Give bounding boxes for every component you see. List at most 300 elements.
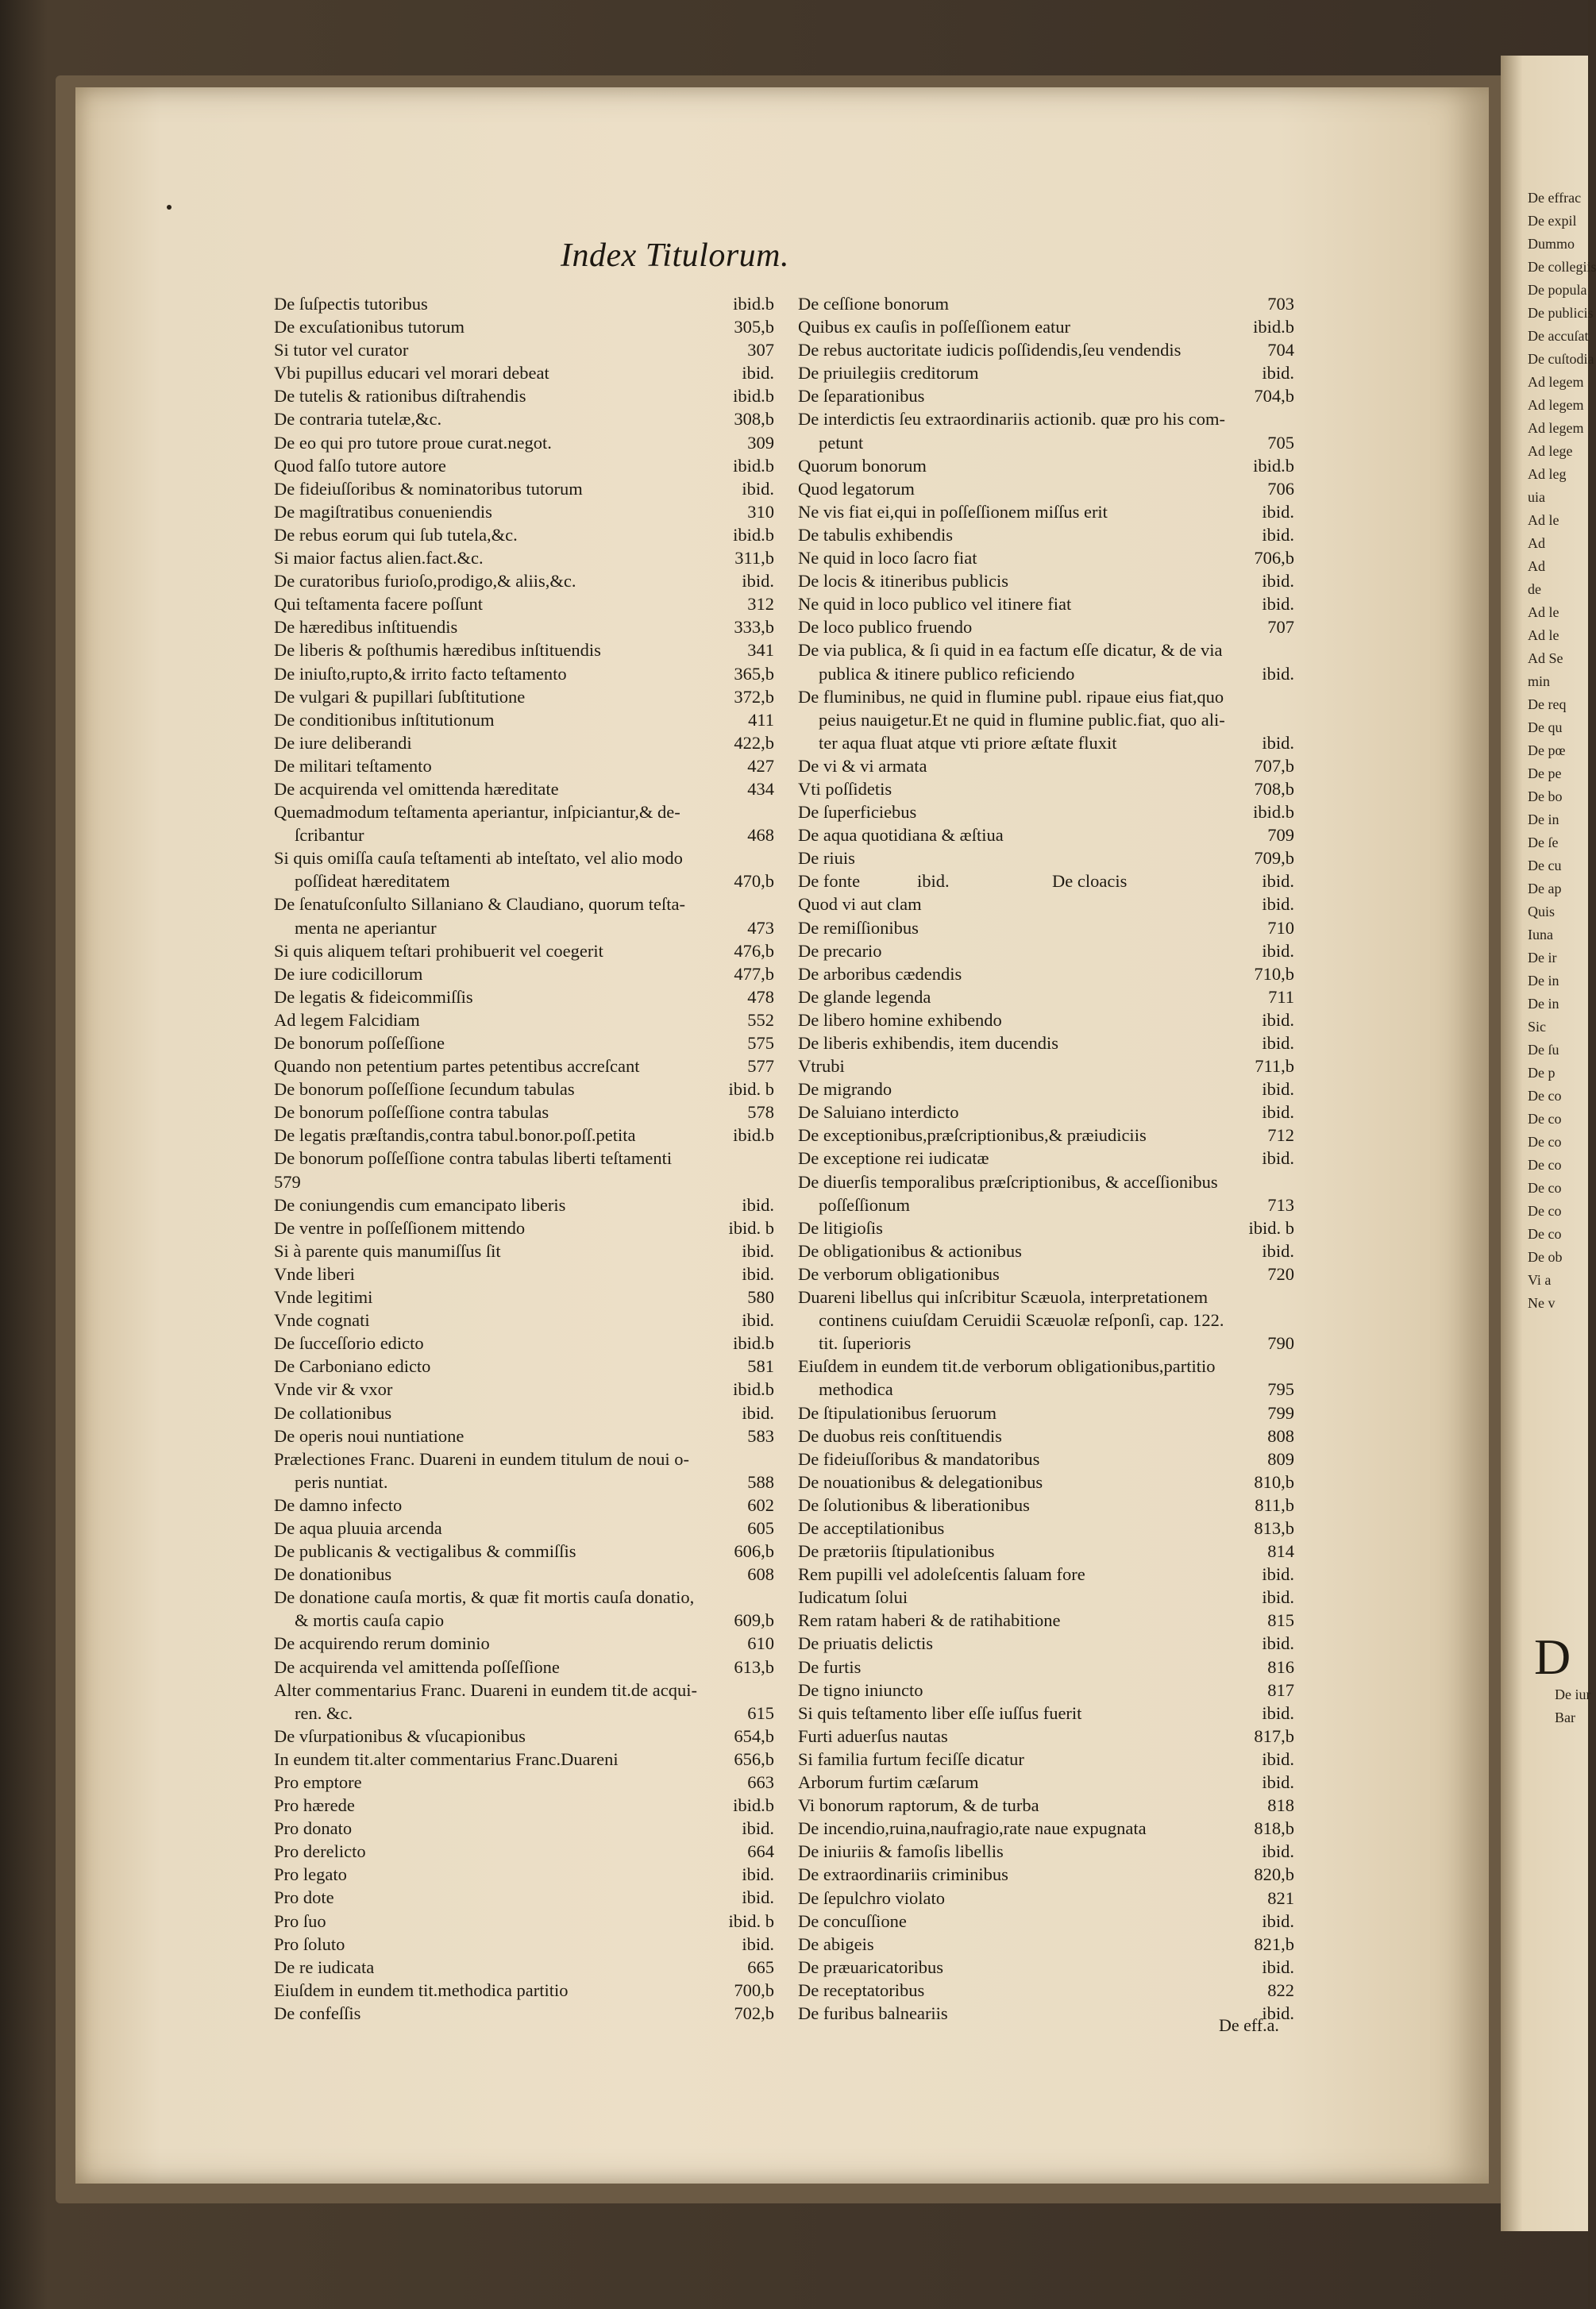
entry-title: De prætoriis ſtipulationibus (798, 1541, 995, 1562)
index-entry (798, 1424, 1294, 1447)
entry-page-ref: 470,b (734, 871, 774, 892)
entry-title: Pro legato (274, 1864, 347, 1885)
entry-page-ref: 706 (1267, 478, 1294, 499)
entry-page-ref: 308,b (734, 409, 774, 430)
index-entry (274, 1863, 774, 1886)
entry-page-ref: 610 (747, 1633, 774, 1654)
facing-line: De co (1528, 1226, 1562, 1242)
entry-page-ref: ibid. (1262, 524, 1294, 545)
entry-page-ref: 709 (1267, 825, 1294, 846)
entry-page-ref: ibid. (742, 1933, 774, 1954)
entry-title: De aqua quotidiana & æſtiua (798, 825, 1004, 846)
index-entry (274, 800, 774, 846)
entry-title: Pro hærede (274, 1795, 355, 1816)
entry-title: De vulgari & pupillari ſubſtitutione (274, 686, 526, 707)
index-entry (798, 1887, 1294, 1910)
entry-title: Quod vi aut clam (798, 894, 922, 915)
index-entry (798, 685, 1294, 754)
entry-title: Vbi pupillus educari vel morari debeat (274, 363, 549, 384)
entry-title: De locis & itineribus publicis (798, 571, 1008, 592)
index-entry (274, 777, 774, 800)
entry-title: De glande legenda (798, 986, 931, 1007)
entry-page-ref: 821,b (1254, 1933, 1294, 1954)
ink-speck (167, 205, 172, 210)
index-entry (274, 1725, 774, 1748)
index-entry (274, 1378, 774, 1401)
entry-title: De præuaricatoribus (798, 1956, 944, 1977)
entry-page-ref: 702,b (734, 2003, 774, 2023)
index-entry (798, 615, 1294, 638)
index-entry (274, 1031, 774, 1054)
facing-line: De bo (1528, 788, 1563, 804)
entry-title: De excuſationibus tutorum (274, 317, 465, 337)
index-entry (798, 1494, 1294, 1517)
entry-title: De receptatoribus (798, 1979, 925, 2000)
entry-page-ref: 602 (747, 1494, 774, 1515)
facing-line: De in (1528, 996, 1559, 1012)
facing-line: De publicis (1528, 305, 1594, 321)
index-entry (274, 1124, 774, 1147)
index-entry (274, 1748, 774, 1771)
index-entry (274, 708, 774, 731)
entry-page-ref: 810,b (1254, 1471, 1294, 1492)
index-entry (798, 407, 1294, 453)
entry-page-ref: ibid. b (728, 1217, 774, 1238)
entry-title: Pro ſuo (274, 1910, 326, 1931)
entry-title: De contraria tutelæ,&c. (274, 409, 442, 430)
entry-page-ref: 814 (1267, 1541, 1294, 1562)
index-entry (274, 1447, 774, 1494)
entry-title: In eundem tit.alter commentarius Franc.Duareni (274, 1748, 619, 1769)
facing-line: Quis (1528, 904, 1556, 919)
index-entry (274, 1817, 774, 1840)
index-entry (274, 1239, 774, 1262)
facing-line: De cu (1528, 858, 1562, 873)
index-entry (274, 1216, 774, 1239)
entry-title: De legatis & fideicommiſſis (274, 986, 473, 1007)
index-entry (274, 1401, 774, 1424)
facing-page-fragment (1501, 56, 1596, 2231)
entry-title: De damno infecto (274, 1494, 403, 1515)
index-entry (274, 1794, 774, 1817)
entry-title-continuation: tit. ſuperioris (819, 1333, 912, 1354)
entry-page-ref: 605 (747, 1517, 774, 1538)
index-entry (274, 731, 774, 754)
entry-page-ref: 613,b (734, 1656, 774, 1677)
index-entry (274, 1840, 774, 1863)
entry-title: Si quis teſtamento liber eſſe iuſſus fuerit (798, 1702, 1082, 1723)
page-title: Index Titulorum. (561, 237, 789, 274)
entry-title: De priuilegiis creditorum (798, 363, 979, 384)
facing-line: Ad le (1528, 627, 1559, 643)
entry-page-ref: ibid. (1262, 2003, 1294, 2023)
entry-page-ref: 427 (747, 755, 774, 776)
index-entry (798, 939, 1294, 962)
facing-line: De p (1528, 1065, 1556, 1081)
entry-page-ref: ibid. (742, 1818, 774, 1839)
facing-line: Ad le (1528, 512, 1559, 528)
entry-title: De acceptilationibus (798, 1518, 945, 1538)
entry-page-ref: ibid. (1262, 894, 1294, 915)
index-entry (274, 407, 774, 430)
entry-page-ref: ibid.b (733, 1379, 774, 1400)
facing-line: De co (1528, 1134, 1562, 1150)
entry-title: De curatoribus furioſo,prodigo,& aliis,&c. (274, 571, 576, 592)
entry-title-continuation: menta ne aperiantur (295, 917, 437, 938)
facing-line: De ſu (1528, 1042, 1559, 1058)
entry-page-ref: ibid. (1262, 663, 1294, 684)
entry-title: De remiſſionibus (798, 917, 919, 938)
entry-title: De loco publico fruendo (798, 617, 973, 638)
facing-line: Ad legem (1528, 420, 1584, 436)
entry-title: Iudicatum ſolui (798, 1587, 908, 1608)
index-entry (274, 1309, 774, 1332)
entry-page-ref: ibid. (1262, 1772, 1294, 1793)
index-entry (798, 1632, 1294, 1655)
entry-page-ref: 799 (1267, 1402, 1294, 1423)
entry-page-ref: 578 (747, 1102, 774, 1123)
entry-page-ref: ibid.b (1253, 802, 1294, 823)
index-entry (798, 592, 1294, 615)
index-entry (798, 1794, 1294, 1817)
index-entry (798, 962, 1294, 985)
entry-title: Quod legatorum (798, 478, 915, 499)
entry-page-ref: 795 (1267, 1379, 1294, 1400)
index-entry (274, 1077, 774, 1101)
index-entry (274, 985, 774, 1008)
facing-line: Bar (1555, 1710, 1575, 1725)
entry-title: De re iudicata (274, 1956, 375, 1977)
entry-title: Si tutor vel curator (274, 340, 409, 360)
entry-page-ref: ibid.b (733, 294, 774, 314)
index-entry (798, 1817, 1294, 1840)
entry-page-ref: 588 (747, 1471, 774, 1492)
entry-title: De exceptione rei iudicatæ (798, 1148, 989, 1169)
index-entry (798, 1725, 1294, 1748)
entry-title: Quibus ex cauſis in poſſeſſionem eatur (798, 317, 1071, 337)
index-entry (798, 1840, 1294, 1863)
entry-title: Si quis omiſſa cauſa teſtamenti ab inteſtato, vel alio modo (274, 848, 683, 869)
entry-page-ref: ibid. (1262, 1564, 1294, 1585)
entry-page-ref: 820,b (1254, 1864, 1294, 1885)
entry-page-ref: 704 (1267, 340, 1294, 360)
facing-line: De co (1528, 1180, 1562, 1196)
entry-page-ref: ibid. (1262, 594, 1294, 615)
index-entry (798, 1239, 1294, 1262)
index-entry (274, 1494, 774, 1517)
index-entry (274, 292, 774, 315)
index-entry (798, 869, 1294, 892)
index-entry (798, 361, 1294, 384)
entry-page-ref: 333,b (734, 617, 774, 638)
facing-line: De req (1528, 696, 1567, 712)
entry-title: De arboribus cædendis (798, 963, 962, 984)
index-entry (798, 800, 1294, 823)
entry-title: De libero homine exhibendo (798, 1009, 1002, 1030)
entry-title: Pro derelicto (274, 1841, 366, 1862)
index-entry (798, 1147, 1294, 1170)
entry-page-ref: 710,b (1254, 963, 1294, 984)
entry-title: De iniuſto,rupto,& irrito facto teſtamento (274, 663, 567, 684)
entry-page-ref: 365,b (734, 663, 774, 684)
entry-page-ref: ibid. b (728, 1910, 774, 1931)
entry-title: De coniungendis cum emancipato liberis (274, 1194, 566, 1215)
entry-title: Vi bonorum raptorum, & de turba (798, 1795, 1039, 1816)
index-entry (274, 1355, 774, 1378)
facing-line: De co (1528, 1203, 1562, 1219)
entry-page-ref: ibid. (1262, 1009, 1294, 1030)
entry-title: Rem ratam haberi & de ratihabitione (798, 1610, 1061, 1631)
index-entry (798, 569, 1294, 592)
entry-title: De furtis (798, 1656, 862, 1677)
facing-line: Ne v (1528, 1295, 1556, 1311)
facing-line: Ad lege (1528, 443, 1573, 459)
entry-title: De incendio,ruina,naufragio,rate naue expugnata (798, 1818, 1147, 1839)
entry-page-ref: ibid. (1262, 1079, 1294, 1100)
index-entry (798, 1979, 1294, 2002)
entry-title: De via publica, & ſi quid in ea factum eſſe dicatur, & de via (798, 640, 1223, 661)
entry-title: De acquirenda vel amittenda poſſeſſione (274, 1656, 560, 1677)
entry-page-ref: 711 (1268, 986, 1294, 1007)
index-entry (274, 315, 774, 338)
index-entry (274, 962, 774, 985)
index-entry (798, 1863, 1294, 1886)
index-entry (274, 1956, 774, 1979)
facing-page-initial: D (1534, 1629, 1571, 1685)
index-entry (798, 846, 1294, 869)
index-entry (274, 500, 774, 523)
index-entry (274, 1540, 774, 1563)
index-entry (798, 338, 1294, 361)
entry-page-ref: 713 (1267, 1194, 1294, 1215)
index-entry (274, 754, 774, 777)
entry-title: De tabulis exhibendis (798, 524, 953, 545)
entry-title: De tutelis & rationibus diſtrahendis (274, 386, 526, 407)
index-entry (274, 431, 774, 454)
entry-title: De ceſſione bonorum (798, 294, 949, 314)
entry-title: De collationibus (274, 1402, 392, 1423)
entry-page-ref: 710 (1267, 917, 1294, 938)
entry-page-ref: ibid. b (1248, 1217, 1294, 1238)
entry-page-ref: 581 (747, 1356, 774, 1377)
entry-page-ref: 478 (747, 986, 774, 1007)
entry-title: De fluminibus, ne quid in flumine publ. ripaue eius fiat,quo (798, 686, 1224, 707)
entry-page-ref: 811,b (1255, 1494, 1294, 1515)
index-entry (274, 662, 774, 685)
entry-title: De Carboniano edicto (274, 1356, 431, 1377)
entry-title: De rebus auctoritate iudicis poſſidendis,ſeu vendendis (798, 340, 1182, 360)
entry-title: De iure deliberandi (274, 732, 412, 753)
entry-page-ref: 818 (1267, 1795, 1294, 1816)
facing-line: De ap (1528, 881, 1562, 896)
index-entry (274, 523, 774, 546)
entry-page-ref: 577 (747, 1056, 774, 1077)
entry-title-continuation: poſſideat hæreditatem (295, 871, 450, 892)
facing-line: De pœ (1528, 742, 1566, 758)
entry-page-ref: ibid. (1262, 871, 1294, 892)
entry-page-ref: ibid.b (733, 524, 774, 545)
entry-title: De ſtipulationibus ſeruorum (798, 1402, 997, 1423)
index-entry (798, 1401, 1294, 1424)
facing-line: De in (1528, 973, 1559, 989)
facing-line: De ob (1528, 1249, 1563, 1265)
entry-page-ref: 476,b (734, 940, 774, 961)
entry-title: Alter commentarius Franc. Duareni in eundem tit.de acqui- (274, 1679, 697, 1700)
entry-title: De tigno iniuncto (798, 1679, 923, 1700)
entry-page-ref: 656,b (734, 1748, 774, 1769)
entry-inline-title: De cloacis (1052, 871, 1128, 892)
entry-title: De liberis & poſthumis hæredibus inſtituendis (274, 640, 601, 661)
facing-page-lines (1501, 187, 1596, 1315)
index-entry (274, 846, 774, 892)
index-entry (798, 1771, 1294, 1794)
entry-title: De iure codicillorum (274, 963, 423, 984)
entry-page-ref: ibid. (1262, 732, 1294, 753)
index-entry (798, 1077, 1294, 1101)
index-entry (798, 777, 1294, 800)
entry-title: De donationibus (274, 1564, 392, 1585)
entry-page-ref: 583 (747, 1425, 774, 1446)
entry-page-ref: ibid.b (733, 1125, 774, 1146)
index-entry (274, 1286, 774, 1309)
entry-title: Si quis aliquem teſtari prohibuerit vel coegerit (274, 940, 603, 961)
entry-page-ref: 816 (1267, 1656, 1294, 1677)
entry-title: Vnde vir & vxor (274, 1379, 393, 1400)
entry-page-ref: ibid. (1262, 363, 1294, 384)
entry-page-ref: ibid. (742, 1240, 774, 1261)
facing-line: Dummo (1528, 236, 1575, 252)
facing-line: De iur (1555, 1686, 1591, 1702)
facing-line: Ad legem (1528, 397, 1584, 413)
entry-title: Furti aduerſus nautas (798, 1725, 948, 1746)
entry-title: Eiuſdem in eundem tit.de verborum obligationibus,partitio (798, 1356, 1216, 1377)
entry-title: De migrando (798, 1079, 892, 1100)
index-entry (274, 685, 774, 708)
entry-page-ref: 311,b (734, 548, 774, 569)
entry-title: De fideiuſſoribus & mandatoribus (798, 1448, 1040, 1469)
facing-line: Sic (1528, 1019, 1547, 1035)
entry-title: Quemadmodum teſtamenta aperiantur, inſpiciantur,& de- (274, 802, 680, 823)
entry-page-ref: 709,b (1254, 848, 1294, 869)
index-entry (274, 1147, 774, 1193)
entry-title: De precario (798, 940, 882, 961)
entry-title: De ſepulchro violato (798, 1887, 945, 1908)
entry-title-continuation: continens cuiuſdam Ceruidii Scæuolæ reſponſi, cap. 122. (819, 1310, 1224, 1331)
entry-page-ref: ibid.b (733, 1333, 774, 1354)
entry-page-ref: 818,b (1254, 1818, 1294, 1839)
index-entry (798, 546, 1294, 569)
entry-page-ref: 707,b (1254, 755, 1294, 776)
index-entry (798, 315, 1294, 338)
entry-page-ref: ibid. (1262, 1148, 1294, 1169)
index-entry (274, 1656, 774, 1679)
index-entry (798, 1471, 1294, 1494)
entry-title: De ſuperficiebus (798, 802, 917, 823)
entry-page-ref: 663 (747, 1772, 774, 1792)
index-entry (798, 1702, 1294, 1725)
entry-title: Qui teſtamenta facere poſſunt (274, 594, 484, 615)
index-column-right (798, 292, 1294, 2025)
index-entry (798, 1910, 1294, 1933)
entry-title: Vtrubi (798, 1056, 845, 1077)
entry-title: Si familia furtum feciſſe dicatur (798, 1748, 1024, 1769)
entry-page-ref: ibid. (1262, 1702, 1294, 1723)
entry-title: De bonorum poſſeſſione contra tabulas liberti teſtamenti (274, 1148, 673, 1169)
entry-title: De operis noui nuntiatione (274, 1425, 465, 1446)
index-entry (274, 939, 774, 962)
entry-page-ref: 664 (747, 1841, 774, 1862)
entry-page-ref: ibid.b (733, 1795, 774, 1816)
index-entry (274, 477, 774, 500)
facing-line: De expil (1528, 213, 1577, 229)
entry-title: De ſolutionibus & liberationibus (798, 1494, 1030, 1515)
entry-page-ref: ibid. (1262, 1033, 1294, 1054)
facing-line: De pe (1528, 765, 1562, 781)
entry-page-ref: ibid. b (728, 1079, 774, 1100)
entry-title: Pro emptore (274, 1772, 362, 1792)
index-entry (798, 638, 1294, 684)
entry-title: De ventre in poſſeſſionem mittendo (274, 1217, 526, 1238)
entry-page-ref: 815 (1267, 1610, 1294, 1631)
facing-page-lower-lines (1528, 1683, 1590, 1729)
index-entry (798, 1170, 1294, 1216)
entry-page-ref: 608 (747, 1564, 774, 1585)
index-entry (274, 569, 774, 592)
entry-page-ref: 606,b (734, 1541, 774, 1562)
index-entry (798, 1355, 1294, 1401)
index-entry (798, 892, 1294, 916)
index-entry (798, 384, 1294, 407)
index-entry (274, 615, 774, 638)
entry-page-ref: ibid. (742, 571, 774, 592)
entry-page-ref: 720 (1267, 1263, 1294, 1284)
entry-page-ref: 312 (747, 594, 774, 615)
index-entry (798, 500, 1294, 523)
entry-title-continuation: peris nuntiat. (295, 1471, 388, 1492)
entry-title: Ne vis fiat ei,qui in poſſeſſionem miſſus erit (798, 501, 1108, 522)
entry-title: Pro donato (274, 1818, 353, 1839)
entry-page-ref: ibid. (742, 478, 774, 499)
entry-title: Vti poſſidetis (798, 778, 892, 799)
entry-title: Eiuſdem in eundem tit.methodica partitio (274, 1979, 569, 2000)
entry-title-continuation: & mortis cauſa capio (295, 1610, 445, 1631)
facing-line: uia (1528, 489, 1545, 505)
entry-title-continuation: methodica (819, 1379, 893, 1400)
entry-title: Si à parente quis manumiſſus ſit (274, 1240, 501, 1261)
entry-page-ref: ibid. (742, 1310, 774, 1331)
entry-title: De extraordinariis criminibus (798, 1864, 1008, 1885)
entry-title: De interdictis ſeu extraordinariis actionib. quæ pro his com- (798, 409, 1225, 430)
entry-title: De ſuſpectis tutoribus (274, 294, 428, 314)
entry-title: De legatis præſtandis,contra tabul.bonor.poſſ.petita (274, 1125, 636, 1146)
entry-page-ref: 411 (748, 709, 774, 730)
entry-title: De publicanis & vectigalibus & commiſſis (274, 1541, 576, 1562)
entry-title: De exceptionibus,præſcriptionibus,& præiudiciis (798, 1125, 1147, 1146)
entry-page-ref: 809 (1267, 1448, 1294, 1469)
facing-line: De co (1528, 1111, 1562, 1127)
entry-page-ref: ibid. (1262, 501, 1294, 522)
entry-title-continuation: poſſeſſionum (819, 1194, 910, 1215)
entry-title: De duobus reis conſtituendis (798, 1425, 1002, 1446)
index-entry (798, 1101, 1294, 1124)
entry-title: De militari teſtamento (274, 755, 432, 776)
entry-title: De vſurpationibus & vſucapionibus (274, 1725, 526, 1746)
entry-page-ref: 310 (747, 501, 774, 522)
entry-page-ref: 704,b (1254, 386, 1294, 407)
entry-title: De litigioſis (798, 1217, 883, 1238)
facing-line: de (1528, 581, 1541, 597)
index-entry (798, 1216, 1294, 1239)
